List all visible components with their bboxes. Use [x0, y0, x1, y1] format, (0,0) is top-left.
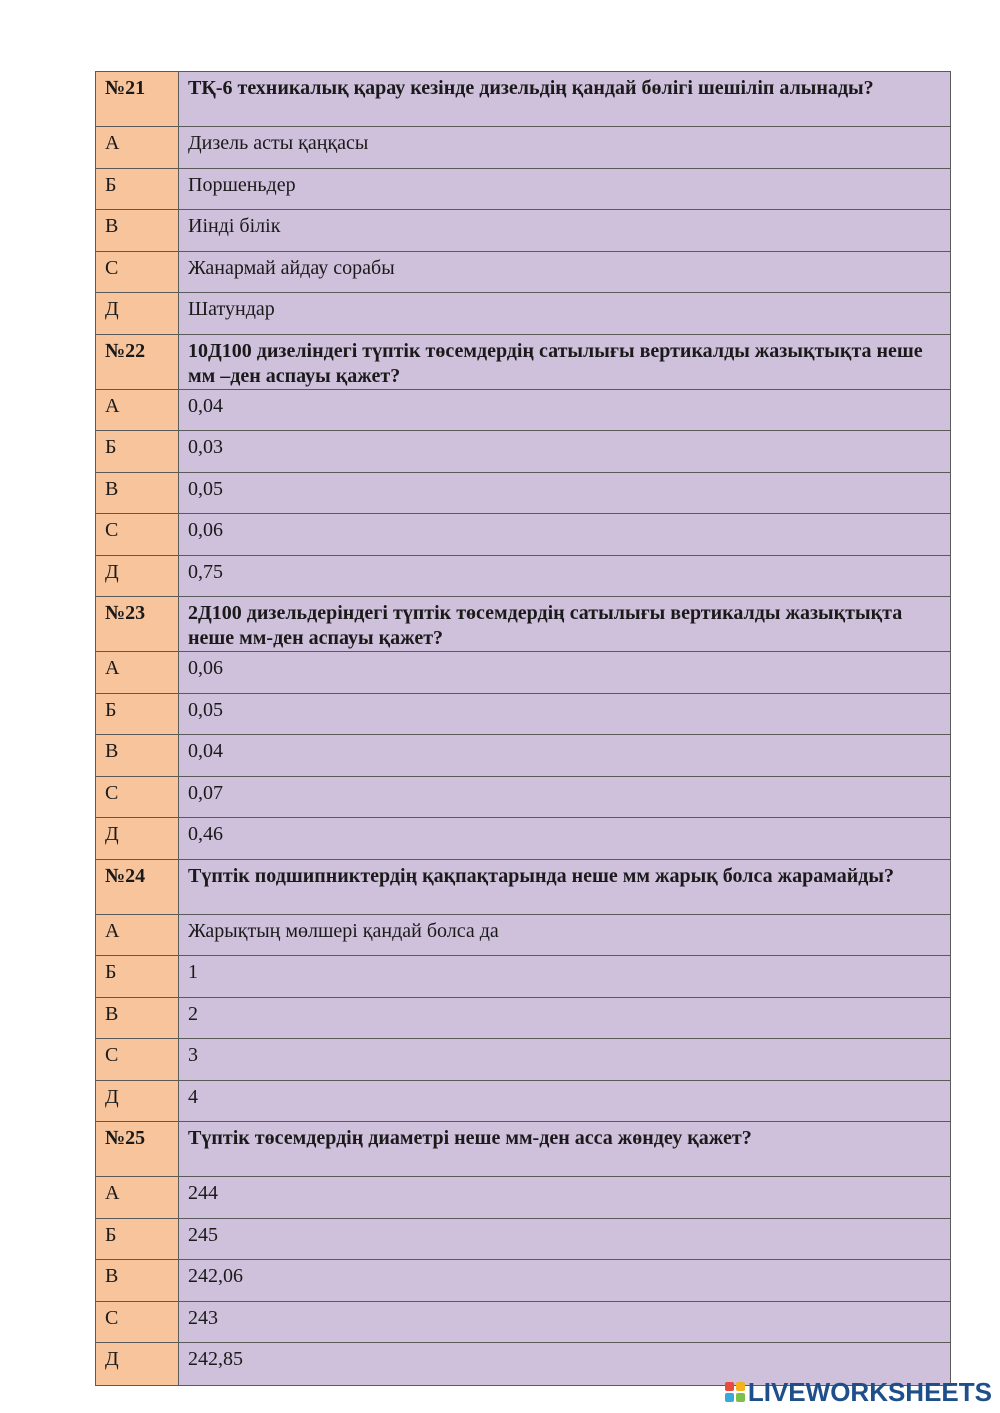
- option-text: Иінді білік: [179, 210, 950, 251]
- question-text: 2Д100 дизельдеріндегі түптік төсемдердің сатылығы вертикалды жазықтықта неше мм-ден аспауы қажет?: [179, 597, 950, 651]
- option-letter: Б: [96, 956, 179, 997]
- option-text: 0,46: [179, 818, 950, 859]
- option-text: Жарықтың мөлшері қандай болса да: [179, 915, 950, 956]
- answer-option-row[interactable]: [96, 1039, 950, 1081]
- option-letter: Б: [96, 694, 179, 735]
- option-letter: С: [96, 1302, 179, 1343]
- option-letter: Д: [96, 293, 179, 334]
- answer-option-row[interactable]: [96, 1302, 950, 1344]
- answer-option-row[interactable]: [96, 127, 950, 169]
- option-text: 0,03: [179, 431, 950, 472]
- answer-option-row[interactable]: [96, 1219, 950, 1261]
- question-text: Түптік төсемдердің диаметрі неше мм-ден асса жөндеу қажет?: [179, 1122, 950, 1176]
- option-letter: С: [96, 1039, 179, 1080]
- option-letter: В: [96, 210, 179, 251]
- answer-option-row[interactable]: [96, 652, 950, 694]
- question-row: [96, 1122, 950, 1177]
- option-letter: Д: [96, 556, 179, 597]
- option-text: 242,06: [179, 1260, 950, 1301]
- option-letter: Б: [96, 431, 179, 472]
- quiz-table: [95, 71, 951, 1386]
- option-text: 0,05: [179, 694, 950, 735]
- option-text: 243: [179, 1302, 950, 1343]
- question-text: Түптік подшипниктердің қақпақтарында неше мм жарық болса жарамайды?: [179, 860, 950, 914]
- option-text: 1: [179, 956, 950, 997]
- option-text: 0,07: [179, 777, 950, 818]
- option-letter: С: [96, 777, 179, 818]
- option-letter: А: [96, 127, 179, 168]
- option-letter: С: [96, 252, 179, 293]
- option-letter: Д: [96, 1343, 179, 1385]
- option-letter: А: [96, 1177, 179, 1218]
- option-letter: А: [96, 652, 179, 693]
- option-letter: В: [96, 998, 179, 1039]
- liveworksheets-logo: [725, 1378, 992, 1406]
- answer-option-row[interactable]: [96, 956, 950, 998]
- option-text: Поршеньдер: [179, 169, 950, 210]
- grid-logo-icon: [725, 1382, 745, 1402]
- option-text: 0,04: [179, 735, 950, 776]
- option-text: Жанармай айдау сорабы: [179, 252, 950, 293]
- answer-option-row[interactable]: [96, 777, 950, 819]
- option-text: 0,75: [179, 556, 950, 597]
- answer-option-row[interactable]: [96, 169, 950, 211]
- answer-option-row[interactable]: [96, 390, 950, 432]
- answer-option-row[interactable]: [96, 210, 950, 252]
- option-letter: Д: [96, 818, 179, 859]
- answer-option-row[interactable]: [96, 694, 950, 736]
- answer-option-row[interactable]: [96, 473, 950, 515]
- answer-option-row[interactable]: [96, 556, 950, 598]
- answer-option-row[interactable]: [96, 252, 950, 294]
- answer-option-row[interactable]: [96, 514, 950, 556]
- question-row: [96, 335, 950, 390]
- option-text: 245: [179, 1219, 950, 1260]
- question-row: [96, 72, 950, 127]
- option-letter: В: [96, 1260, 179, 1301]
- question-row: [96, 860, 950, 915]
- option-letter: А: [96, 390, 179, 431]
- answer-option-row[interactable]: [96, 998, 950, 1040]
- option-text: 0,06: [179, 652, 950, 693]
- answer-option-row[interactable]: [96, 1260, 950, 1302]
- question-text: 10Д100 дизеліндегі түптік төсемдердің сатылығы вертикалды жазықтықта неше мм –ден аспауы қажет?: [179, 335, 950, 389]
- option-text: 2: [179, 998, 950, 1039]
- option-letter: Д: [96, 1081, 179, 1122]
- option-text: 0,06: [179, 514, 950, 555]
- answer-option-row[interactable]: [96, 818, 950, 860]
- option-text: 0,04: [179, 390, 950, 431]
- option-letter: В: [96, 735, 179, 776]
- answer-option-row[interactable]: [96, 915, 950, 957]
- option-letter: С: [96, 514, 179, 555]
- option-letter: Б: [96, 1219, 179, 1260]
- answer-option-row[interactable]: [96, 1081, 950, 1123]
- question-number: №25: [96, 1122, 179, 1176]
- option-text: 244: [179, 1177, 950, 1218]
- answer-option-row[interactable]: [96, 1177, 950, 1219]
- option-letter: В: [96, 473, 179, 514]
- answer-option-row[interactable]: [96, 293, 950, 335]
- option-letter: А: [96, 915, 179, 956]
- option-text: Шатундар: [179, 293, 950, 334]
- option-text: 3: [179, 1039, 950, 1080]
- question-number: №22: [96, 335, 179, 389]
- answer-option-row[interactable]: [96, 431, 950, 473]
- question-number: №21: [96, 72, 179, 126]
- option-text: 4: [179, 1081, 950, 1122]
- question-text: ТҚ-6 техникалық қарау кезінде дизельдің қандай бөлігі шешіліп алынады?: [179, 72, 950, 126]
- option-letter: Б: [96, 169, 179, 210]
- option-text: 242,85: [179, 1343, 950, 1385]
- option-text: Дизель асты қаңқасы: [179, 127, 950, 168]
- option-text: 0,05: [179, 473, 950, 514]
- question-number: №23: [96, 597, 179, 651]
- logo-text: LIVEWORKSHEETS: [747, 1376, 992, 1407]
- question-row: [96, 597, 950, 652]
- question-number: №24: [96, 860, 179, 914]
- answer-option-row[interactable]: [96, 735, 950, 777]
